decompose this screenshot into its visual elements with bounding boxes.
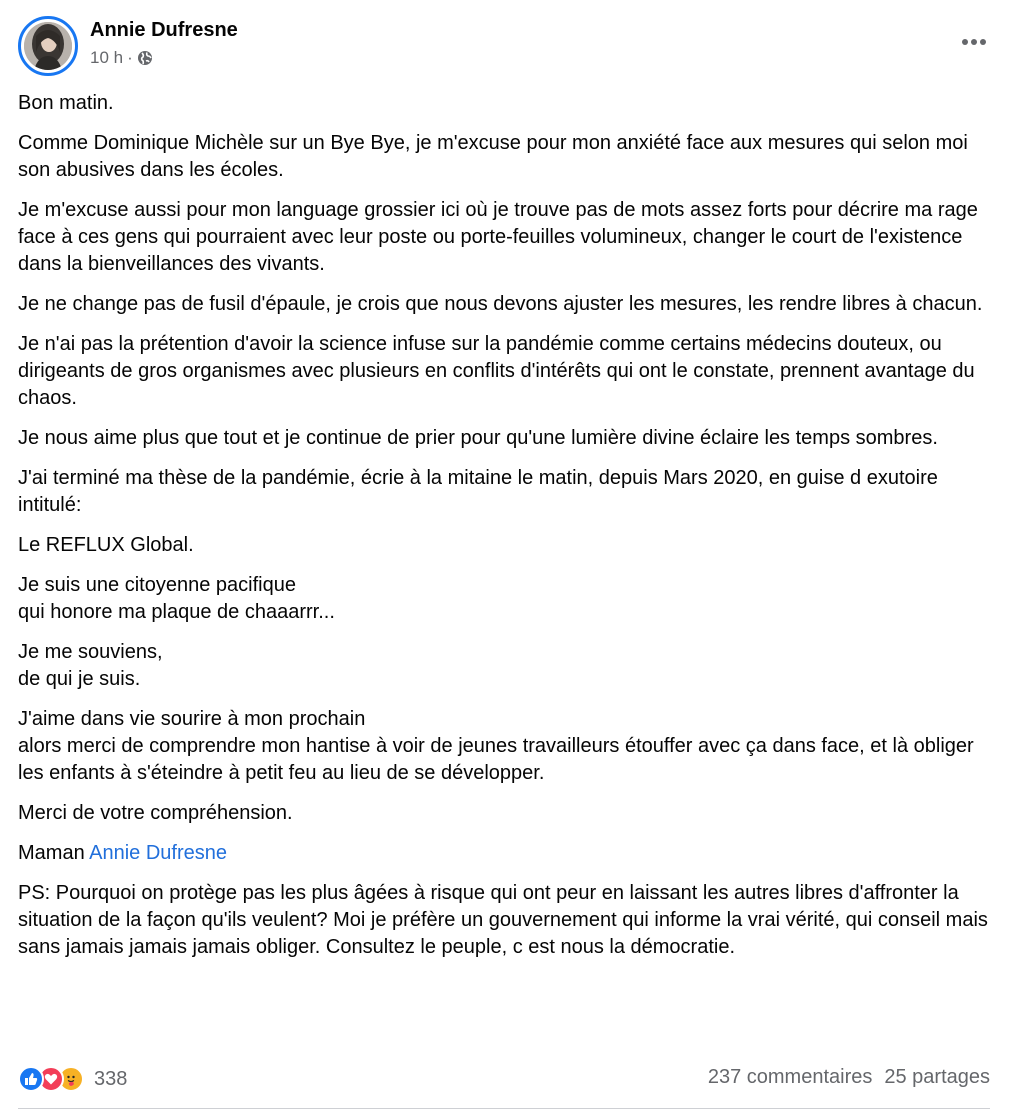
paragraph: Bon matin.: [18, 92, 114, 114]
paragraph: Merci de votre compréhension.: [18, 802, 293, 824]
post-stats: [708, 1066, 990, 1089]
paragraph: Je m'excuse aussi pour mon language grossier ici où je trouve pas de mots assez forts pour décrire ma rage face à ces gens qui pourraient avec leur poste ou porte-feuilles volumineux, changer le court de l'existence dans la bienveillances des vivants.: [18, 199, 978, 275]
ps-paragraph: PS: Pourquoi on protège pas les plus âgées à risque qui ont peur en laissant les autres libres d'affronter la situation de la façon qu'ils veulent? Moi je préfère un gouvernement qui informe la vrai vérité, qui conseil mais sans jamais jamais jamais obliger. Consultez le peuple, c est nous la démocratie.: [18, 882, 988, 958]
paragraph: Je me souviens, de qui je suis.: [18, 641, 163, 690]
paragraph: Je suis une citoyenne pacifique qui honore ma plaque de chaaarrr...: [18, 574, 335, 623]
paragraph: Je ne change pas de fusil d'épaule, je crois que nous devons ajuster les mesures, les rendre libres à chacun.: [18, 293, 983, 315]
paragraph: Le REFLUX Global.: [18, 534, 194, 556]
meta-separator: ·: [127, 48, 133, 67]
paragraph: Je nous aime plus que tout et je continue de prier pour qu'une lumière divine éclaire les temps sombres.: [18, 427, 938, 449]
comments-count[interactable]: 237 commentaires: [707, 1066, 873, 1088]
reaction-count[interactable]: 338: [94, 1067, 128, 1090]
post-meta: [90, 48, 153, 68]
signature-prefix: Maman: [18, 842, 85, 864]
globe-icon[interactable]: [137, 50, 153, 66]
signature-line: [18, 840, 998, 867]
post-footer: [18, 1064, 990, 1096]
more-options-icon[interactable]: [956, 28, 992, 56]
like-icon: [18, 1066, 44, 1092]
paragraph: Comme Dominique Michèle sur un Bye Bye, je m'excuse pour mon anxiété face aux mesures qui selon moi son abusives dans les écoles.: [18, 132, 968, 181]
post-time[interactable]: 10 h: [90, 48, 124, 67]
paragraph: J'ai terminé ma thèse de la pandémie, écrie à la mitaine le matin, depuis Mars 2020, en guise d exutoire intitulé:: [18, 467, 938, 516]
paragraph: Je n'ai pas la prétention d'avoir la science infuse sur la pandémie comme certains médecins douteux, ou dirigeants de gros organismes avec plusieurs en conflits d'intérêts qui ont le constate, prennent avantage du chaos.: [18, 333, 975, 409]
author-avatar[interactable]: [18, 16, 78, 76]
reactions-summary[interactable]: [18, 1066, 127, 1092]
author-mention-link[interactable]: Annie Dufresne: [89, 842, 228, 864]
avatar-photo: [24, 22, 72, 70]
shares-count[interactable]: 25 partages: [884, 1066, 990, 1088]
post-body: [18, 90, 998, 974]
author-name[interactable]: Annie Dufresne: [90, 19, 238, 41]
paragraph: J'aime dans vie sourire à mon prochain alors merci de comprendre mon hantise à voir de jeunes travailleurs étouffer avec ça dans face, et là obliger les enfants à s'éteindre à petit feu au lieu de se développer.: [18, 708, 974, 784]
footer-divider: [18, 1108, 990, 1109]
post-header: [18, 16, 996, 80]
